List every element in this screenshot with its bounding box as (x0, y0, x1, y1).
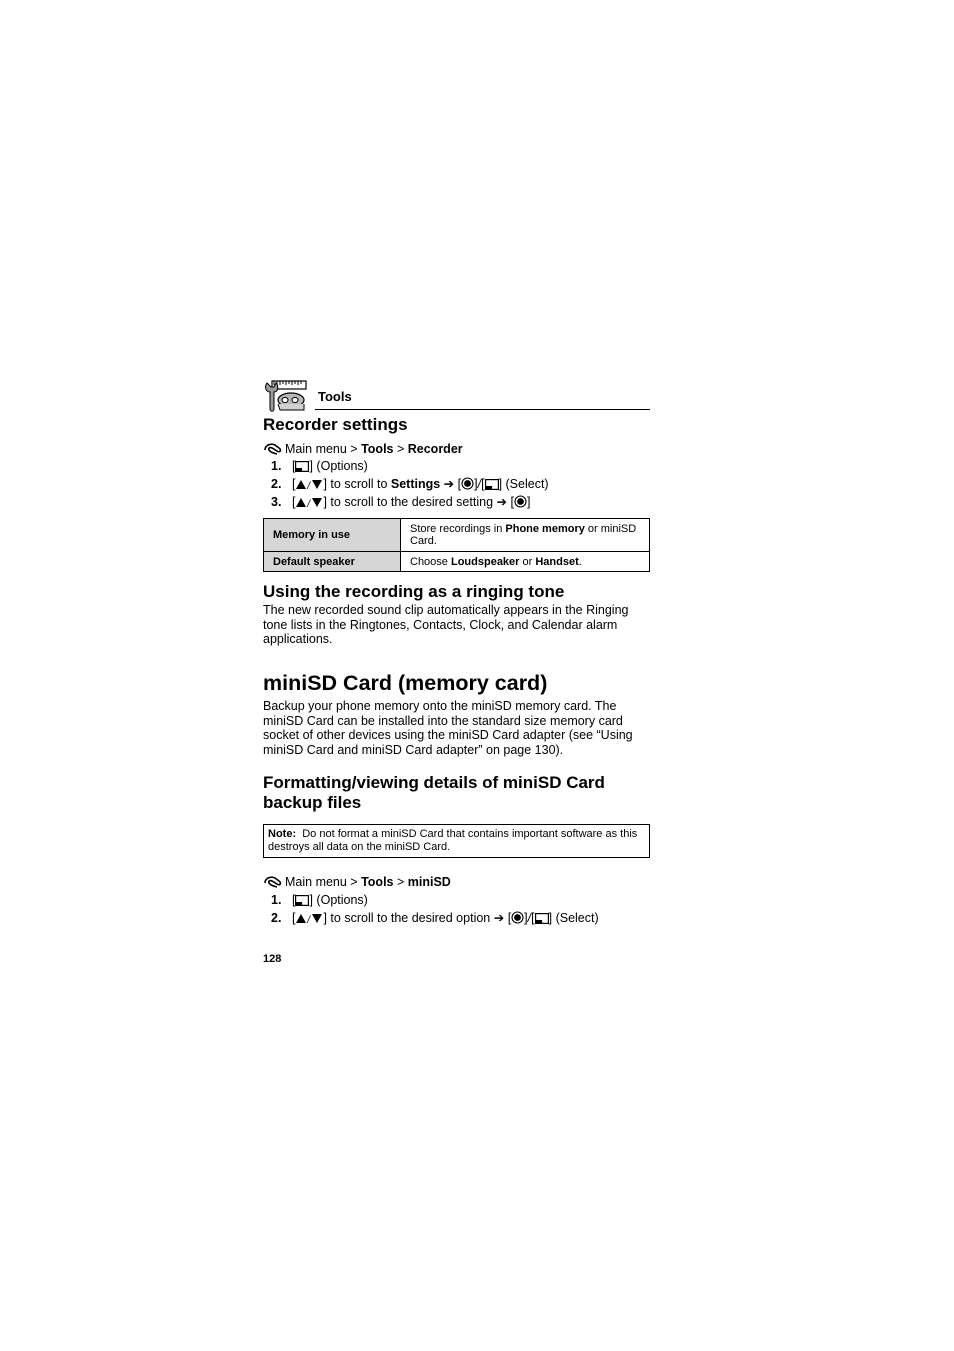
center-key-icon (511, 911, 524, 924)
page-number: 128 (263, 953, 282, 965)
setting-description: Choose Loudspeaker or Handset. (401, 552, 650, 572)
main-menu-icon (263, 875, 282, 888)
arrow-right-icon: ➔ (443, 477, 455, 491)
path-tools: Tools (361, 875, 394, 889)
recorder-settings-heading: Recorder settings (263, 415, 408, 434)
path-separator: > (393, 875, 408, 889)
arrow-right-icon: ➔ (496, 495, 507, 509)
setting-label: Memory in use (264, 519, 401, 552)
select-key-icon (535, 913, 549, 924)
chapter-title: Tools (318, 389, 352, 404)
path-tools: Tools (361, 442, 394, 456)
center-key-icon (514, 495, 527, 508)
table-row (264, 519, 650, 552)
path-separator: > (393, 442, 408, 456)
recorder-settings-section (263, 415, 650, 435)
recorder-steps: 1. [ ] (Options) 2. [ ] to scroll to Settings ➔ [ ]/[ ] (Select) 3. [ ] to scroll to the desired setting ➔ [ ] (271, 459, 549, 509)
nav-up-down-icon (295, 478, 323, 490)
chapter-header (263, 378, 650, 411)
tools-icon (264, 379, 308, 412)
options-key-icon (295, 461, 309, 472)
minisd-steps: 1. [ ] (Options) 2. [ ] to scroll to the desired option ➔ [ ]/[ ] (Select) (271, 893, 599, 925)
nav-up-down-icon (295, 496, 323, 508)
ringing-tone-body: The new recorded sound clip automatically appears in the Ringing tone lists in the Ringtones, Contacts, Clock, and Calendar alarm applications. (263, 603, 629, 647)
path-minisd: miniSD (407, 875, 451, 889)
ringing-tone-section (263, 582, 650, 647)
formatting-section (263, 773, 650, 813)
minisd-heading: miniSD Card (memory card) (263, 671, 548, 695)
center-key-icon (461, 477, 474, 490)
main-menu-icon (263, 442, 282, 455)
recorder-menu-path (263, 441, 650, 457)
table-row (264, 552, 650, 572)
note-label: Note: (268, 828, 297, 840)
header-rule (315, 409, 650, 410)
note-box (263, 824, 650, 858)
path-prefix: Main menu > (285, 442, 362, 456)
minisd-body: Backup your phone memory onto the miniSD memory card. The miniSD Card can be installed into the standard size memory card socket of other devices using the miniSD Card adapter (see “Using miniSD Card and miniSD Card adapter” on page 130). (263, 699, 633, 758)
note-text: Do not format a miniSD Card that contains important software as this destroys all data on the miniSD Card. (268, 828, 638, 853)
ringing-tone-heading: Using the recording as a ringing tone (263, 582, 565, 601)
nav-up-down-icon (295, 912, 323, 924)
minisd-section (263, 670, 650, 758)
minisd-menu-path (263, 874, 650, 890)
setting-description: Store recordings in Phone memory or miniSD Card. (401, 519, 650, 552)
path-recorder: Recorder (407, 442, 463, 456)
formatting-heading: Formatting/viewing details of miniSD Card backup files (263, 773, 605, 812)
options-key-icon (295, 895, 309, 906)
recorder-settings-table (263, 518, 650, 572)
setting-label: Default speaker (264, 552, 401, 572)
path-prefix: Main menu > (285, 875, 362, 889)
select-key-icon (485, 479, 499, 490)
arrow-right-icon: ➔ (493, 911, 505, 925)
